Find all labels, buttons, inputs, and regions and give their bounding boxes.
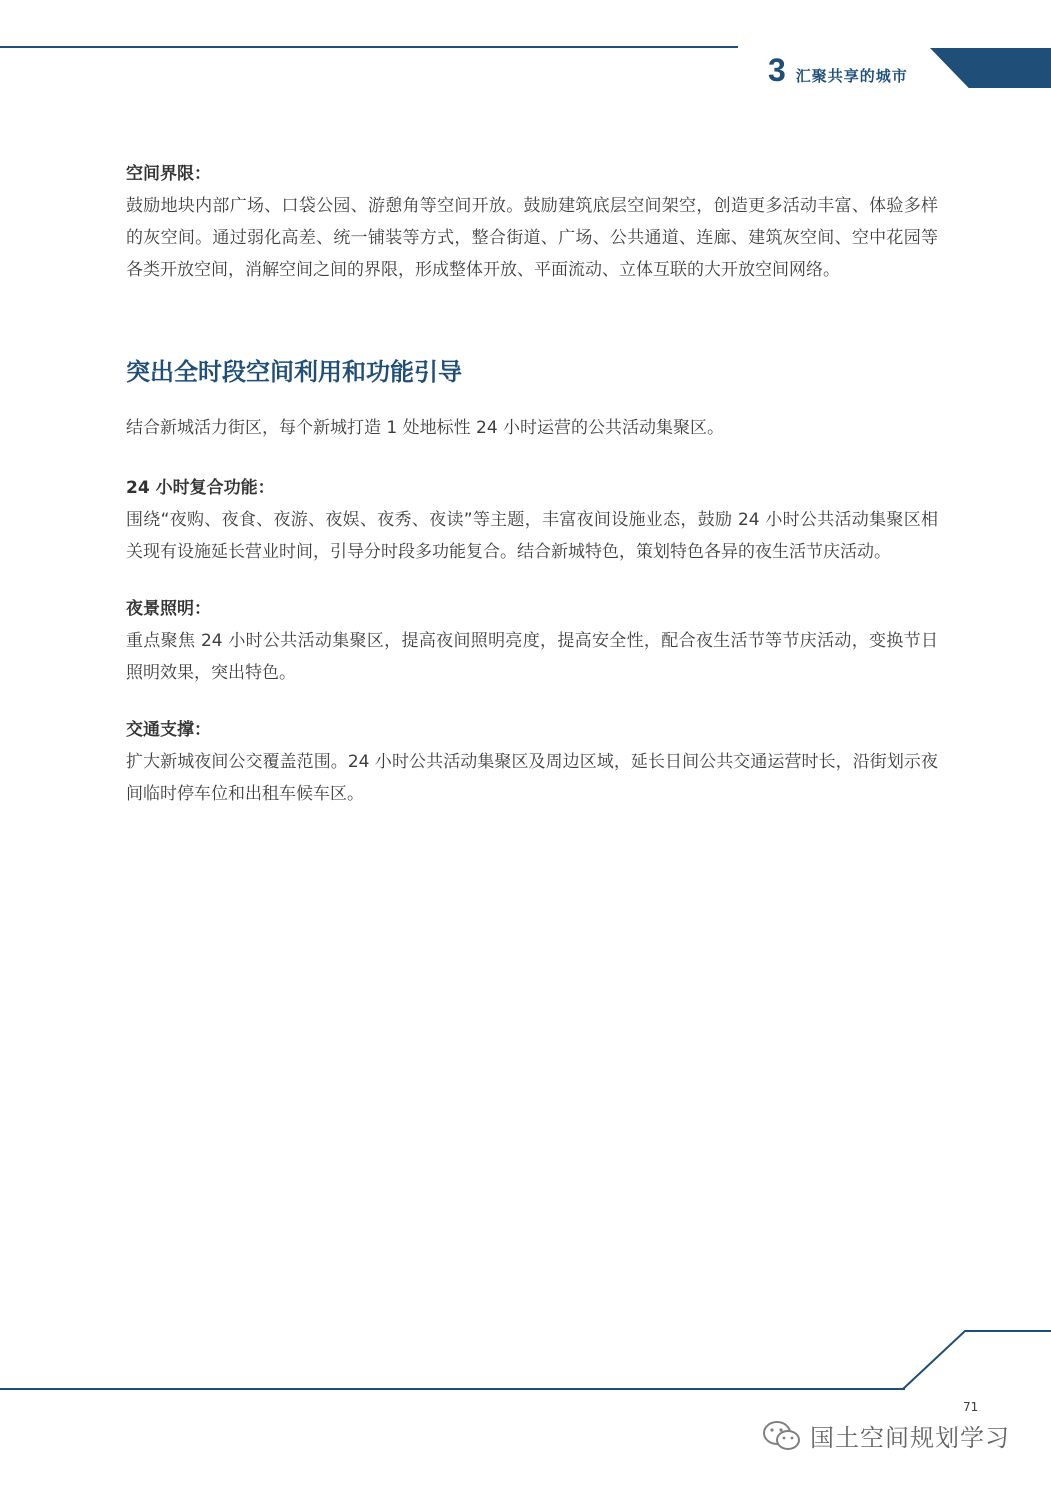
section-heading: 突出全时段空间利用和功能引导 [126, 358, 462, 386]
space-boundary-heading: 空间界限： [126, 164, 211, 184]
section-intro: 结合新城活力街区，每个新城打造 1 处地标性 24 小时运营的公共活动集聚区。 [126, 418, 725, 438]
traffic-support-heading: 交通支撑： [126, 720, 211, 740]
night-lighting-text: 重点聚焦 24 小时公共活动集聚区，提高夜间照明亮度，提高安全性，配合夜生活节等节庆活动，变换节日照明效果，突出特色。 [126, 631, 938, 683]
traffic-support-text: 扩大新城夜间公交覆盖范围。24 小时公共活动集聚区及周边区域，延长日间公共交通运营时长，沿街划示夜间临时停车位和出租车候车区。 [126, 752, 938, 804]
watermark-text: 国土空间规划学习 [810, 1424, 1010, 1452]
night-lighting-heading: 夜景照明： [126, 599, 211, 619]
chapter-number: 3 [768, 52, 786, 88]
wechat-icon [762, 1419, 802, 1453]
page-number: 71 [963, 1400, 979, 1414]
complex-function-text: 围绕“夜购、夜食、夜游、夜娱、夜秀、夜读”等主题，丰富夜间设施业态，鼓励 24 小时公共活动集聚区相关现有设施延长营业时间，引导分时段多功能复合。结合新城特色，策划特色各异的夜生活节庆活动。 [126, 510, 938, 562]
watermark [762, 1418, 1010, 1453]
complex-function-heading: 24 小时复合功能： [126, 478, 275, 498]
space-boundary-text: 鼓励地块内部广场、口袋公园、游憩角等空间开放。鼓励建筑底层空间架空，创造更多活动丰富、体验多样的灰空间。通过弱化高差、统一铺装等方式，整合街道、广场、公共通道、连廊、建筑灰空间、空中花园等各类开放空间，消解空间之间的界限，形成整体开放、平面流动、立体互联的大开放空间网络。 [126, 196, 938, 280]
chapter-title: 汇聚共享的城市 [795, 67, 908, 85]
